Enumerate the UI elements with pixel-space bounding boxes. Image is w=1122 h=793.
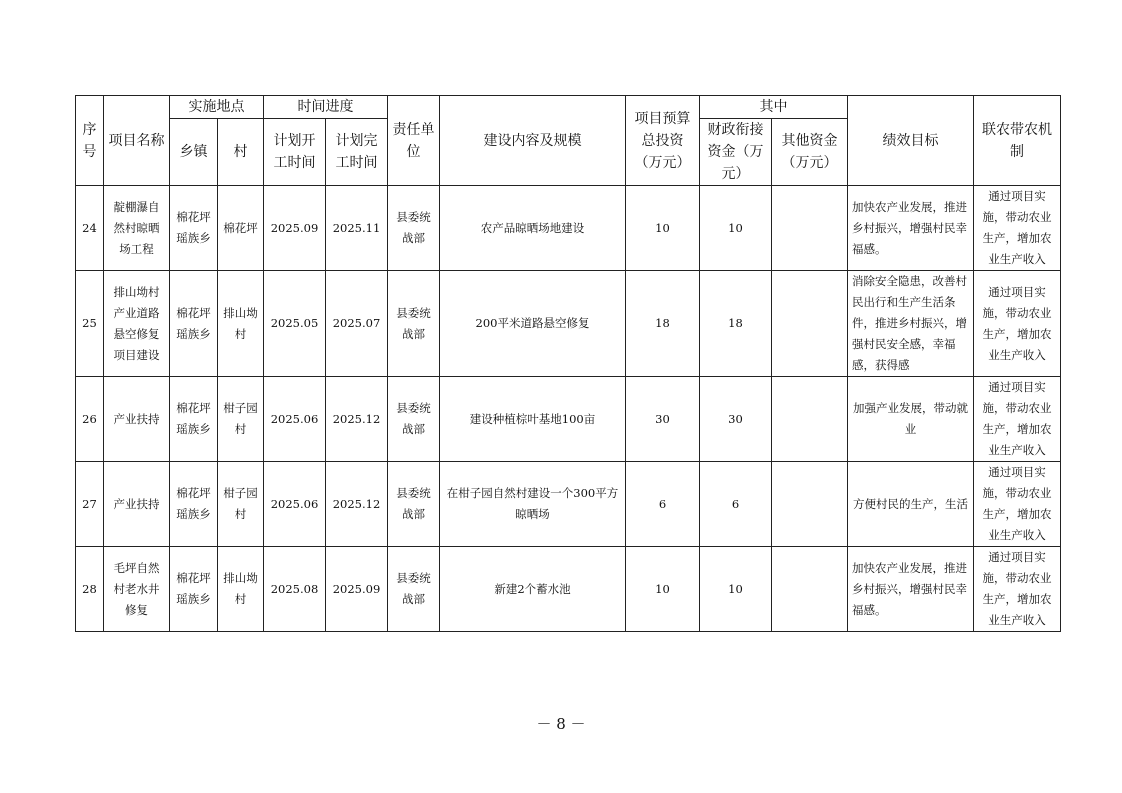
cell-goal: 消除安全隐患，改善村民出行和生产生活条件，推进乡村振兴，增强村民安全感，幸福感，获得感 — [848, 271, 974, 377]
cell-goal: 加快农产业发展，推进乡村振兴，增强村民幸福感。 — [848, 547, 974, 632]
cell-mechanism: 通过项目实施，带动农业生产，增加农业生产收入 — [974, 186, 1061, 271]
table-row — [76, 271, 1061, 377]
col-mechanism: 联农带农机制 — [974, 96, 1061, 186]
cell-unit: 县委统战部 — [388, 377, 440, 462]
cell-goal: 加强产业发展，带动就业 — [848, 377, 974, 462]
cell-content: 建设种植棕叶基地100亩 — [440, 377, 626, 462]
col-content: 建设内容及规模 — [440, 96, 626, 186]
cell-end: 2025.09 — [326, 547, 388, 632]
cell-name: 靛棚瀑自然村晾晒场工程 — [104, 186, 170, 271]
cell-content: 在柑子园自然村建设一个300平方晾晒场 — [440, 462, 626, 547]
cell-name: 毛坪自然村老水井修复 — [104, 547, 170, 632]
cell-township: 棉花坪瑶族乡 — [170, 462, 218, 547]
col-seq: 序号 — [76, 96, 104, 186]
page-number: － 8 － — [536, 715, 586, 733]
cell-township: 棉花坪瑶族乡 — [170, 271, 218, 377]
cell-start: 2025.05 — [264, 271, 326, 377]
table-header — [76, 96, 1061, 186]
cell-content: 200平米道路悬空修复 — [440, 271, 626, 377]
cell-no: 28 — [76, 547, 104, 632]
cell-village: 柑子园村 — [218, 377, 264, 462]
col-budget: 项目预算总投资（万元） — [626, 96, 700, 186]
cell-no: 25 — [76, 271, 104, 377]
cell-no: 27 — [76, 462, 104, 547]
col-project: 项目名称 — [104, 96, 170, 186]
cell-name: 排山坳村产业道路悬空修复项目建设 — [104, 271, 170, 377]
col-unit: 责任单位 — [388, 96, 440, 186]
cell-village: 排山坳村 — [218, 547, 264, 632]
cell-name: 产业扶持 — [104, 462, 170, 547]
cell-start: 2025.06 — [264, 377, 326, 462]
cell-start: 2025.09 — [264, 186, 326, 271]
cell-budget: 10 — [626, 186, 700, 271]
cell-budget: 18 — [626, 271, 700, 377]
project-table — [75, 95, 1061, 632]
cell-goal: 加快农产业发展，推进乡村振兴，增强村民幸福感。 — [848, 186, 974, 271]
cell-other — [772, 462, 848, 547]
cell-name: 产业扶持 — [104, 377, 170, 462]
col-among: 其中 — [700, 96, 848, 119]
col-location: 实施地点 — [170, 96, 264, 119]
cell-other — [772, 271, 848, 377]
cell-mechanism: 通过项目实施，带动农业生产，增加农业生产收入 — [974, 462, 1061, 547]
cell-township: 棉花坪瑶族乡 — [170, 186, 218, 271]
cell-unit: 县委统战部 — [388, 462, 440, 547]
cell-budget: 6 — [626, 462, 700, 547]
col-fiscal: 财政衔接资金（万元） — [700, 119, 772, 186]
cell-content: 农产品晾晒场地建设 — [440, 186, 626, 271]
col-township: 乡镇 — [170, 119, 218, 186]
table-row — [76, 547, 1061, 632]
cell-other — [772, 186, 848, 271]
cell-start: 2025.08 — [264, 547, 326, 632]
cell-end: 2025.12 — [326, 377, 388, 462]
col-village: 村 — [218, 119, 264, 186]
col-end: 计划完工时间 — [326, 119, 388, 186]
cell-village: 柑子园村 — [218, 462, 264, 547]
cell-other — [772, 377, 848, 462]
cell-village: 排山坳村 — [218, 271, 264, 377]
cell-township: 棉花坪瑶族乡 — [170, 377, 218, 462]
cell-mechanism: 通过项目实施，带动农业生产，增加农业生产收入 — [974, 271, 1061, 377]
cell-start: 2025.06 — [264, 462, 326, 547]
col-schedule: 时间进度 — [264, 96, 388, 119]
cell-fiscal: 30 — [700, 377, 772, 462]
cell-goal: 方便村民的生产，生活 — [848, 462, 974, 547]
cell-end: 2025.11 — [326, 186, 388, 271]
col-other: 其他资金（万元） — [772, 119, 848, 186]
cell-mechanism: 通过项目实施，带动农业生产，增加农业生产收入 — [974, 377, 1061, 462]
table-row — [76, 186, 1061, 271]
cell-end: 2025.12 — [326, 462, 388, 547]
col-start: 计划开工时间 — [264, 119, 326, 186]
cell-fiscal: 10 — [700, 547, 772, 632]
cell-fiscal: 6 — [700, 462, 772, 547]
cell-unit: 县委统战部 — [388, 547, 440, 632]
cell-no: 26 — [76, 377, 104, 462]
cell-no: 24 — [76, 186, 104, 271]
cell-unit: 县委统战部 — [388, 271, 440, 377]
cell-township: 棉花坪瑶族乡 — [170, 547, 218, 632]
table-row — [76, 377, 1061, 462]
table-body — [76, 186, 1061, 632]
cell-other — [772, 547, 848, 632]
cell-village: 棉花坪 — [218, 186, 264, 271]
table-row — [76, 462, 1061, 547]
cell-content: 新建2个蓄水池 — [440, 547, 626, 632]
col-goal: 绩效目标 — [848, 96, 974, 186]
cell-unit: 县委统战部 — [388, 186, 440, 271]
cell-end: 2025.07 — [326, 271, 388, 377]
cell-fiscal: 18 — [700, 271, 772, 377]
cell-fiscal: 10 — [700, 186, 772, 271]
cell-budget: 30 — [626, 377, 700, 462]
cell-mechanism: 通过项目实施，带动农业生产，增加农业生产收入 — [974, 547, 1061, 632]
cell-budget: 10 — [626, 547, 700, 632]
